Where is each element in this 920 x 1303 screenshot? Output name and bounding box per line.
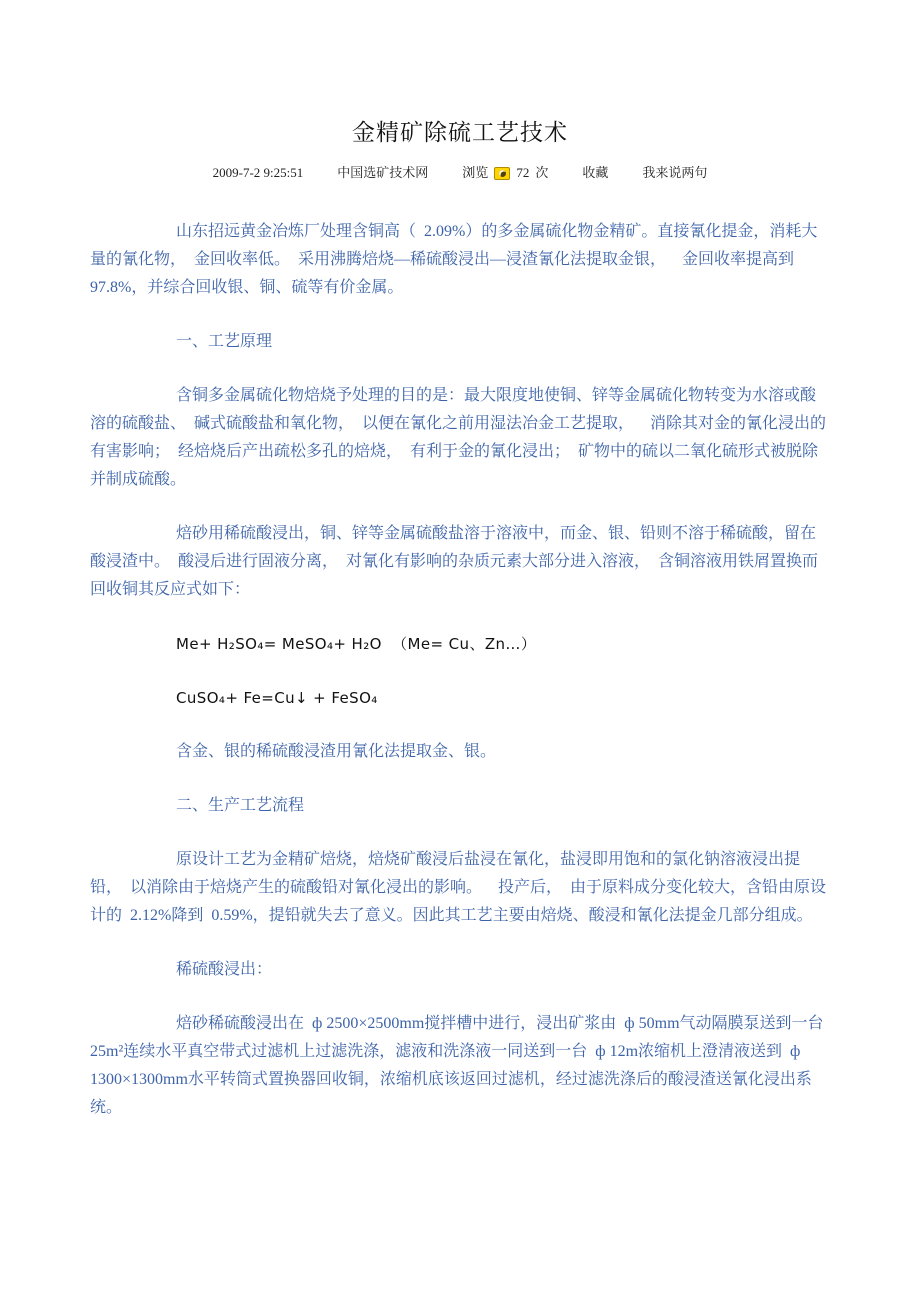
eye-icon: [494, 167, 510, 180]
formula-line: CuSO₄+ Fe=Cu↓ + FeSO₄: [176, 689, 378, 707]
views-label: 浏览: [462, 165, 489, 180]
formula-line: Me+ H₂SO₄= MeSO₄+ H₂O （Me= Cu、Zn…）: [176, 635, 537, 653]
section-heading: 一、工艺原理: [176, 333, 273, 350]
source-site-link[interactable]: 中国选矿技术网: [337, 165, 429, 180]
article-body: [90, 218, 830, 1122]
favorite-button[interactable]: 收藏: [582, 165, 609, 180]
body-paragraph: 稀硫酸浸出：: [176, 961, 273, 978]
views-group: [462, 164, 548, 182]
section-heading: 二、生产工艺流程: [176, 797, 305, 814]
body-paragraph: 山东招远黄金冶炼厂处理含铜高（ 2.09%）的多金属硫化物金精矿。直接氰化提金，消耗大量的氰化物， 金回收率低。 采用沸腾焙烧—稀硫酸浸出—浸渣氰化法提取金银， 金回收率提高到 97.8%，并综合回收银、铜、硫等有价金属。: [90, 223, 818, 296]
body-paragraph: 含铜多金属硫化物焙烧予处理的目的是：最大限度地使铜、锌等金属硫化物转变为水溶或酸溶的硫酸盐、 碱式硫酸盐和氧化物， 以便在氰化之前用湿法冶金工艺提取， 消除其对金的氰化浸出的有害影响； 经焙烧后产出疏松多孔的焙烧， 有利于金的氰化浸出； 矿物中的硫以二氧化硫形式被脱除并制成硫酸。: [90, 387, 827, 488]
publish-datetime: 2009-7-2 9:25:51: [212, 165, 304, 180]
eye-pupil: [499, 170, 506, 177]
meta-bar: [90, 164, 830, 182]
body-paragraph: 原设计工艺为金精矿焙烧，焙烧矿酸浸后盐浸在氰化，盐浸即用饱和的氯化钠溶液浸出提铅， 以消除由于焙烧产生的硫酸铅对氰化浸出的影响。 投产后， 由于原料成分变化较大，含铅由原设计的 2.12%降到 0.59%，提铅就失去了意义。因此其工艺主要由焙烧、酸浸和氰化法提金几部分组成。: [90, 851, 827, 924]
body-paragraph: 含金、银的稀硫酸浸渣用氰化法提取金、银。: [176, 743, 497, 760]
body-paragraph: 焙砂用稀硫酸浸出，铜、锌等金属硫酸盐溶于溶液中，而金、银、铅则不溶于稀硫酸，留在酸浸渣中。 酸浸后进行固液分离， 对氰化有影响的杂质元素大部分进入溶液， 含铜溶液用铁屑置换而回收铜其反应式如下：: [90, 525, 819, 598]
page-title: 金精矿除硫工艺技术: [352, 120, 568, 145]
views-count: 72: [516, 165, 530, 180]
views-unit: 次: [535, 165, 549, 180]
comment-button[interactable]: 我来说两句: [642, 165, 708, 180]
body-paragraph: 焙砂稀硫酸浸出在 ф 2500×2500mm搅拌槽中进行，浸出矿浆由 ф 50mm气动隔膜泵送到一台 25m²连续水平真空带式过滤机上过滤洗涤，滤液和洗涤液一同送到一台 ф 12m浓缩机上澄清液送到 ф 1300×1300mm水平转筒式置换器回收铜，浓缩机底该返回过滤机，经过滤洗涤后的酸浸渣送氰化浸出系统。: [90, 1015, 832, 1116]
